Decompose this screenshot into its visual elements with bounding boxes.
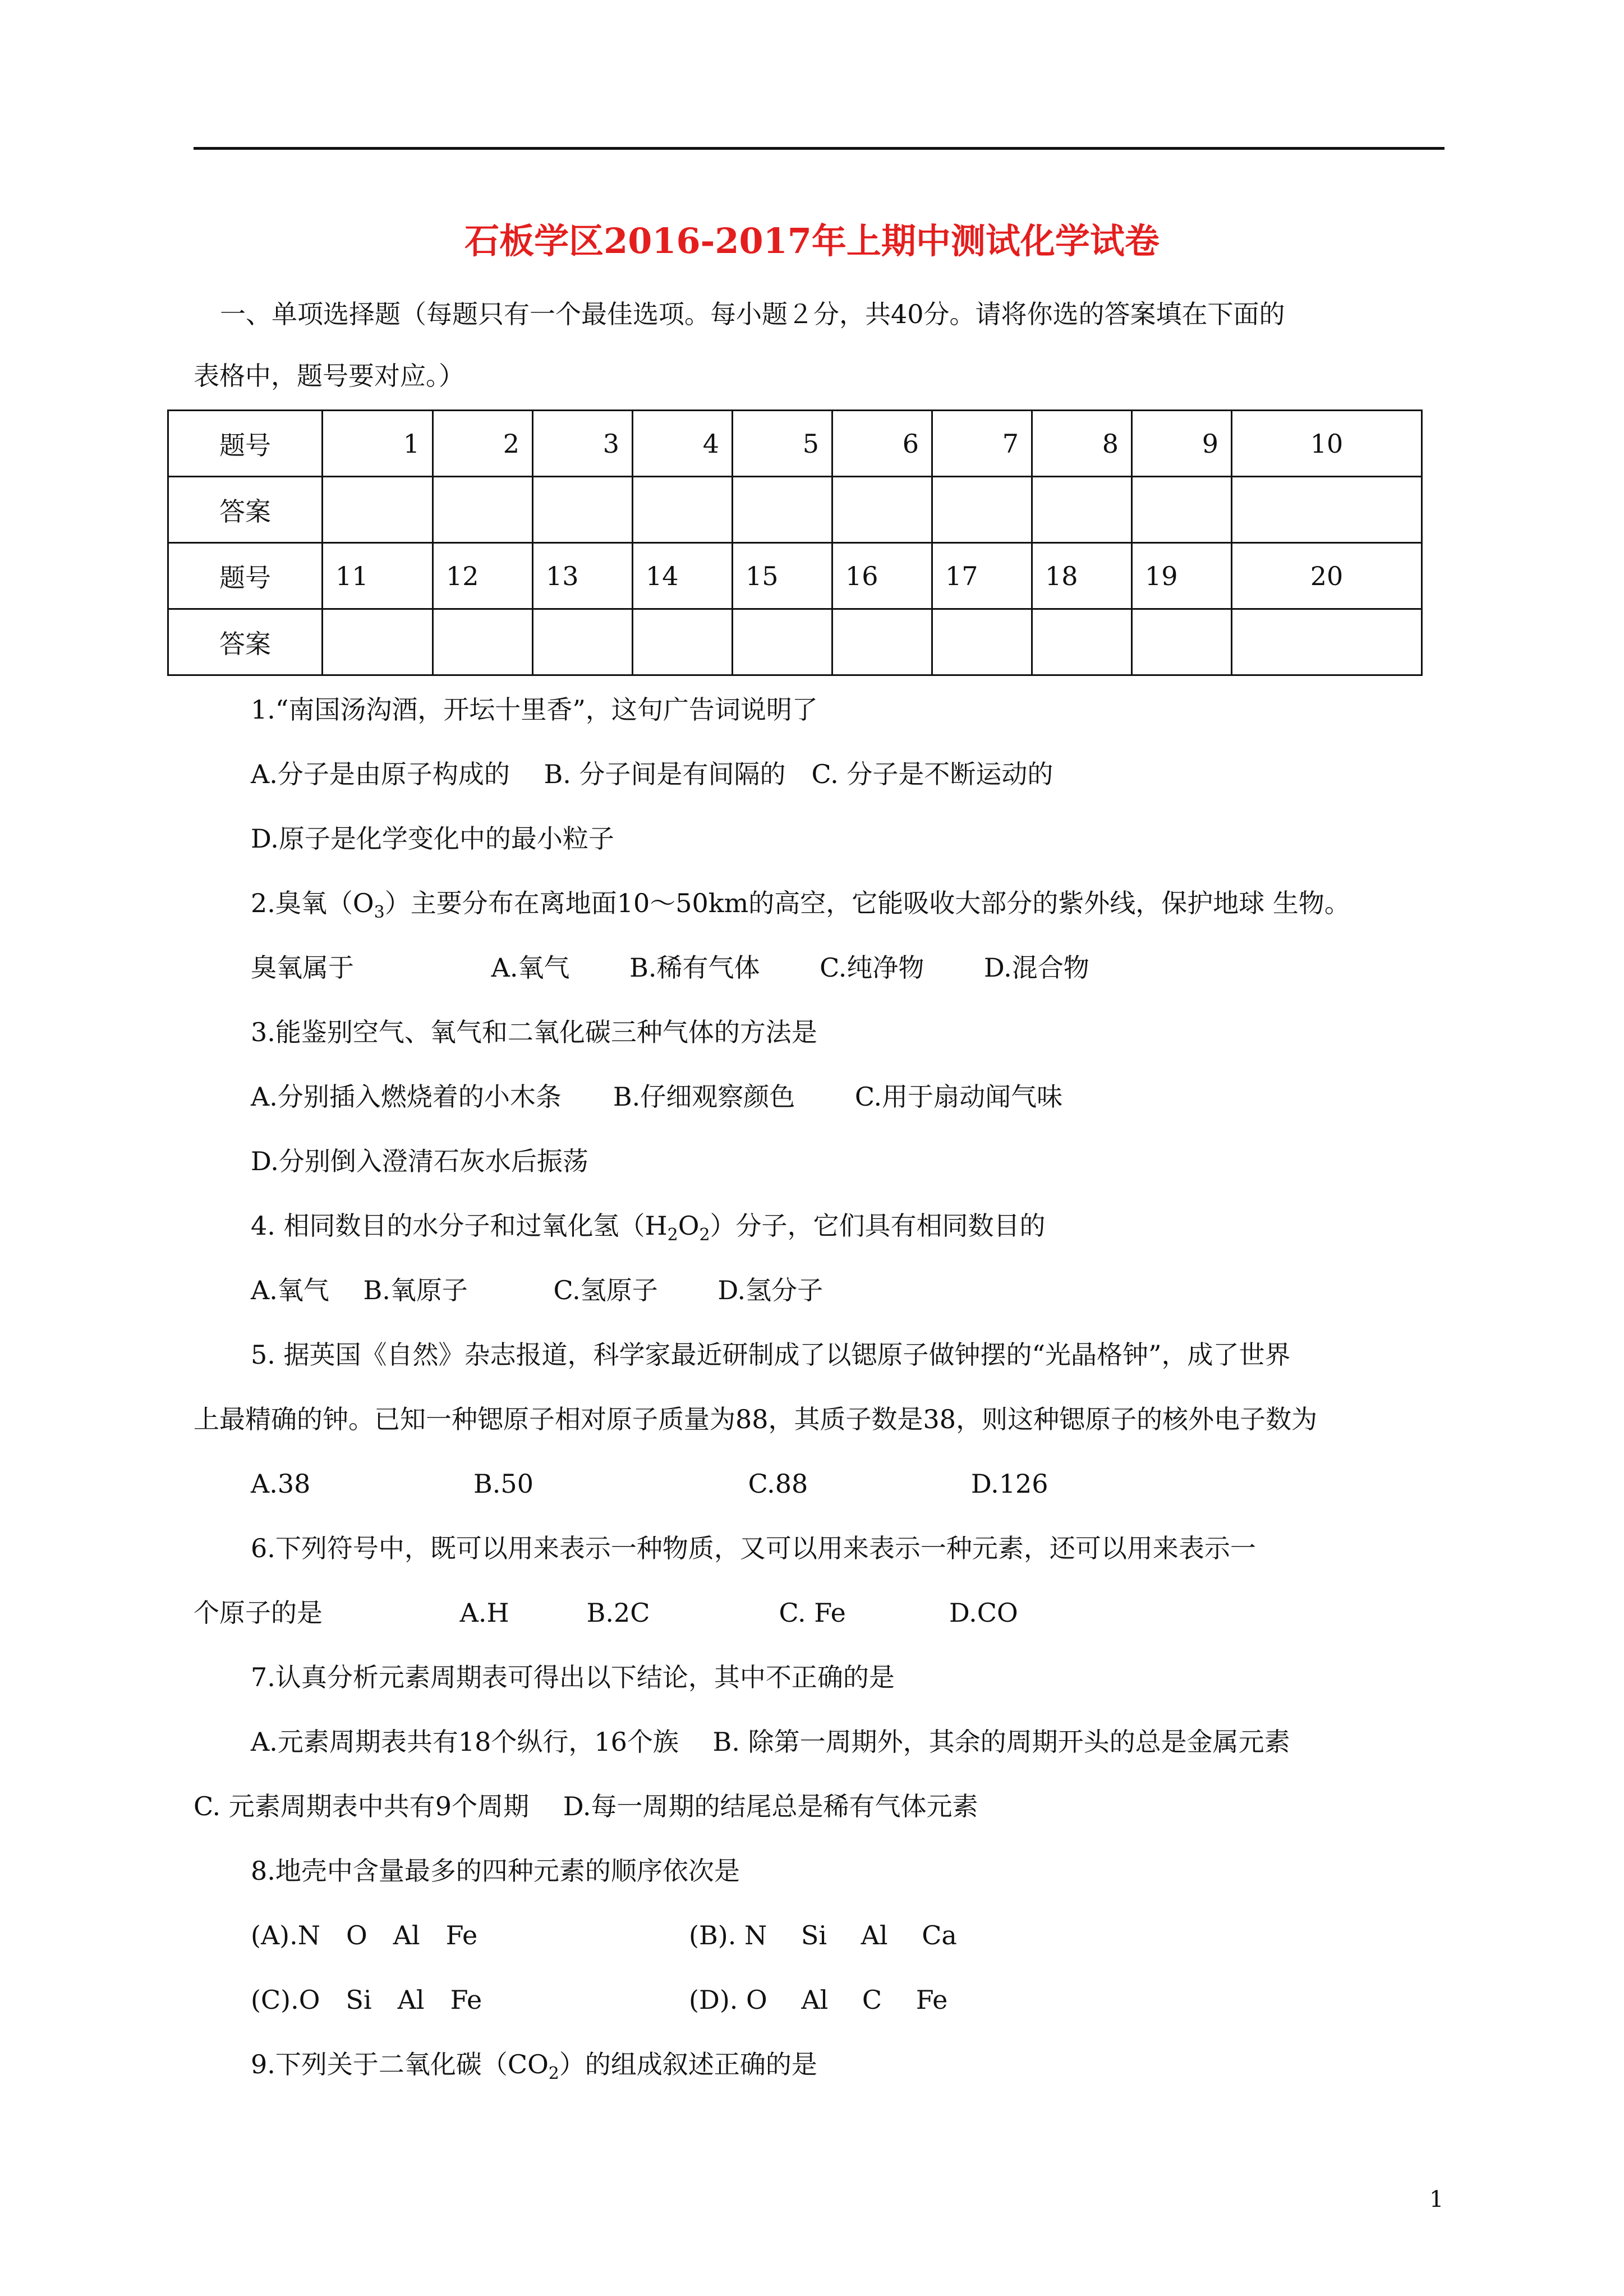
question-3-option-d: D.分别倒入澄清石灰水后振荡 [251, 1146, 588, 1176]
question-number-cell: 2 [433, 411, 533, 477]
question-4-options: A.氧气 B.氧原子 C.氢原子 D.氢分子 [251, 1275, 823, 1305]
row-header-answer: 答案 [168, 477, 323, 543]
question-number-cell: 11 [323, 543, 433, 609]
question-number-cell: 3 [533, 411, 633, 477]
question-number-cell: 19 [1132, 543, 1232, 609]
question-4-stem-part-a: 4. 相同数目的水分子和过氧化氢（H [251, 1211, 668, 1241]
question-number-cell: 8 [1032, 411, 1132, 477]
question-5-options: A.38 B.50 C.88 D.126 [251, 1469, 1048, 1499]
page-number: 1 [1429, 2187, 1444, 2212]
question-number-cell: 15 [733, 543, 832, 609]
oxygen-symbol: O [678, 1211, 700, 1241]
answer-cell[interactable] [433, 477, 533, 543]
answer-cell[interactable] [323, 609, 433, 675]
page-title: 石板学区2016-2017年上期中测试化学试卷 [464, 220, 1160, 261]
row-header-question-number: 题号 [168, 543, 323, 609]
answer-cell[interactable] [1132, 609, 1232, 675]
answer-table [167, 409, 1423, 676]
answer-cell[interactable] [832, 609, 932, 675]
question-number-cell: 4 [633, 411, 733, 477]
question-7-options-cd: C. 元素周期表中共有9个周期 D.每一周期的结尾总是稀有气体元素 [194, 1791, 978, 1821]
section-one-instruction-line1: 一、单项选择题（每题只有一个最佳选项。每小题２分，共40分。请将你选的答案填在下面的 [220, 299, 1285, 329]
question-8-option-a: (A).N O Al Fe [251, 1920, 478, 1950]
answer-cell[interactable] [1232, 477, 1422, 543]
row-header-answer: 答案 [168, 609, 323, 675]
question-6-stem-line1: 6.下列符号中，既可以用来表示一种物质，又可以用来表示一种元素，还可以用来表示一 [251, 1533, 1256, 1563]
question-4-stem-part-b: ）分子，它们具有相同数目的 [710, 1211, 1046, 1241]
section-one-instruction-line2: 表格中，题号要对应。） [194, 361, 464, 391]
question-2-stem-part-a: 2.臭氧（O [251, 888, 374, 918]
table-row [168, 477, 1422, 543]
question-number-cell: 20 [1232, 543, 1422, 609]
carbon-dioxide-subscript: 2 [548, 2064, 559, 2083]
question-2-options: 臭氧属于 A.氧气 B.稀有气体 C.纯净物 D.混合物 [251, 953, 1089, 983]
question-number-cell: 13 [533, 543, 633, 609]
answer-cell[interactable] [1032, 609, 1132, 675]
question-3-options: A.分别插入燃烧着的小木条 B.仔细观察颜色 C.用于扇动闻气味 [251, 1082, 1063, 1112]
header-rule [194, 147, 1444, 150]
question-number-cell: 12 [433, 543, 533, 609]
answer-cell[interactable] [323, 477, 433, 543]
answer-cell[interactable] [1032, 477, 1132, 543]
question-8-option-c: (C).O Si Al Fe [251, 1985, 482, 2015]
question-5-stem-line1: 5. 据英国《自然》杂志报道，科学家最近研制成了以锶原子做钟摆的“光晶格钟”，成了世界 [251, 1340, 1291, 1370]
answer-cell[interactable] [932, 609, 1032, 675]
answer-cell[interactable] [733, 609, 832, 675]
question-5-stem-line2: 上最精确的钟。已知一种锶原子相对原子质量为88，其质子数是38，则这种锶原子的核外电子数为 [194, 1404, 1318, 1434]
question-7-stem: 7.认真分析元素周期表可得出以下结论，其中不正确的是 [251, 1662, 895, 1692]
answer-cell[interactable] [932, 477, 1032, 543]
question-8-stem: 8.地壳中含量最多的四种元素的顺序依次是 [251, 1856, 740, 1886]
question-number-cell: 14 [633, 543, 733, 609]
answer-cell[interactable] [433, 609, 533, 675]
question-3-stem: 3.能鉴别空气、氧气和二氧化碳三种气体的方法是 [251, 1017, 817, 1047]
question-8-option-b: (B). N Si Al Ca [689, 1920, 957, 1950]
table-row [168, 609, 1422, 675]
answer-cell[interactable] [1132, 477, 1232, 543]
question-number-cell: 1 [323, 411, 433, 477]
answer-cell[interactable] [832, 477, 932, 543]
question-number-cell: 17 [932, 543, 1032, 609]
hydrogen-subscript: 2 [667, 1225, 678, 1245]
question-2-stem-part-b: ）主要分布在离地面10～50km的高空，它能吸收大部分的紫外线，保护地球 生物。 [384, 888, 1350, 918]
table-row [168, 543, 1422, 609]
question-1-stem: 1.“南国汤沟酒，开坛十里香”，这句广告词说明了 [251, 694, 818, 725]
oxygen-subscript: 2 [699, 1225, 710, 1245]
ozone-subscript: 3 [374, 903, 385, 922]
answer-cell[interactable] [733, 477, 832, 543]
question-2-stem [251, 886, 1350, 930]
table-row [168, 411, 1422, 477]
question-number-cell: 9 [1132, 411, 1232, 477]
question-4-stem [251, 1209, 1046, 1252]
question-number-cell: 18 [1032, 543, 1132, 609]
answer-cell[interactable] [533, 477, 633, 543]
question-number-cell: 6 [832, 411, 932, 477]
question-1-option-d: D.原子是化学变化中的最小粒子 [251, 823, 614, 854]
row-header-question-number: 题号 [168, 411, 323, 477]
question-1-options: A.分子是由原子构成的 B. 分子间是有间隔的 C. 分子是不断运动的 [251, 759, 1053, 789]
question-9-stem-part-b: ）的组成叙述正确的是 [559, 2049, 817, 2079]
question-9-stem-part-a: 9.下列关于二氧化碳（CO [251, 2049, 549, 2079]
question-8-option-d: (D). O Al C Fe [689, 1985, 948, 2015]
answer-cell[interactable] [633, 609, 733, 675]
question-number-cell: 5 [733, 411, 832, 477]
question-number-cell: 10 [1232, 411, 1422, 477]
answer-cell[interactable] [633, 477, 733, 543]
question-6-stem-line2: 个原子的是 A.H B.2C C. Fe D.CO [194, 1598, 1018, 1628]
question-7-options-ab: A.元素周期表共有18个纵行，16个族 B. 除第一周期外，其余的周期开头的总是金属元素 [251, 1727, 1290, 1757]
question-number-cell: 16 [832, 543, 932, 609]
question-number-cell: 7 [932, 411, 1032, 477]
answer-cell[interactable] [1232, 609, 1422, 675]
answer-cell[interactable] [533, 609, 633, 675]
question-9-stem [251, 2047, 817, 2091]
